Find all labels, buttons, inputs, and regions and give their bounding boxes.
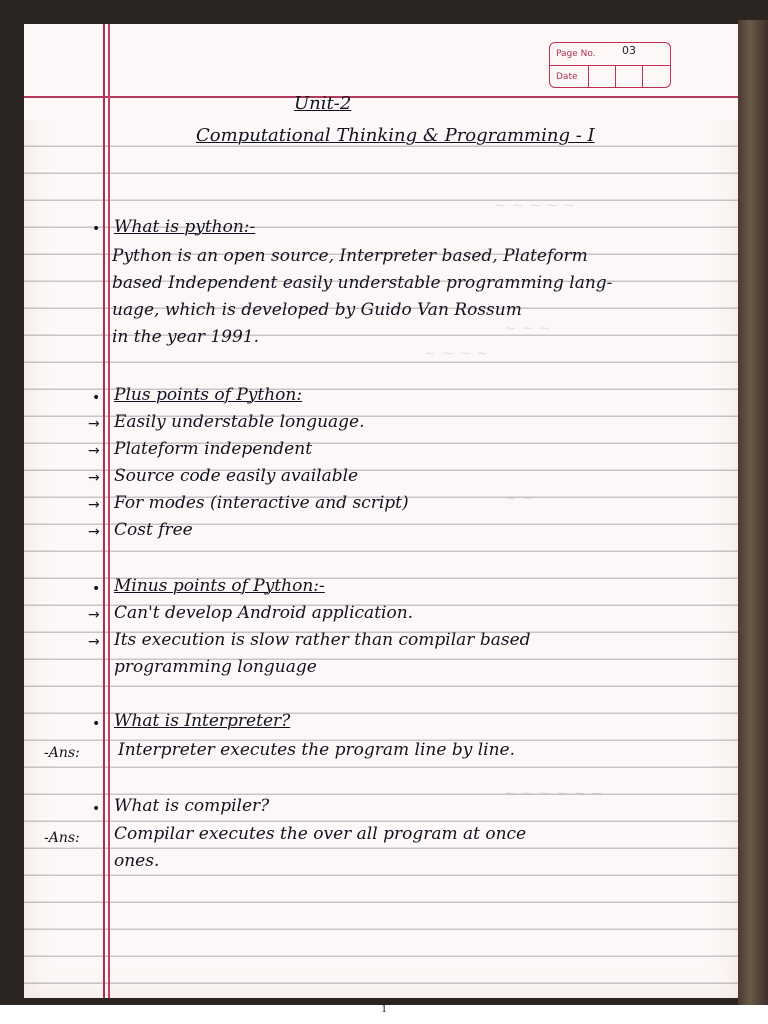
page-number-box (549, 42, 671, 88)
margin-line (103, 24, 105, 998)
plus-point-item: Source code easily available (114, 466, 359, 486)
plus-points-heading: Plus points of Python: (114, 385, 303, 405)
interpreter-answer: Interpreter executes the program line by line. (118, 740, 515, 760)
arrow-icon: → (88, 524, 100, 540)
margin-line-inner (108, 24, 110, 998)
question-what-is-compiler: What is compiler? (114, 796, 270, 816)
question-what-is-python: What is python:- (114, 217, 256, 237)
question-what-is-interpreter: What is Interpreter? (114, 711, 291, 731)
date-cell-divider (615, 66, 616, 88)
date-label: Date (556, 72, 578, 82)
bullet-dot: • (92, 716, 101, 732)
arrow-icon: → (88, 443, 100, 459)
python-definition-line: in the year 1991. (112, 327, 260, 347)
date-cell-divider (588, 66, 589, 88)
minus-point-item: Can't develop Android application. (114, 603, 414, 623)
page-no-row (550, 43, 670, 65)
arrow-icon: → (88, 607, 100, 623)
compiler-answer-line: ones. (114, 851, 160, 871)
bullet-dot: • (92, 801, 101, 817)
date-row (550, 65, 670, 88)
bullet-dot: • (92, 581, 101, 597)
bullet-dot: • (92, 390, 101, 406)
minus-points-heading: Minus points of Python:- (114, 576, 325, 596)
answer-label: -Ans: (44, 745, 80, 761)
page-no-label: Page No. (556, 49, 596, 59)
bullet-dot: • (92, 221, 101, 237)
arrow-icon: → (88, 634, 100, 650)
bleed-through-text: ~ ~ ~ ~ ~ ~ (504, 784, 604, 802)
header-rule (24, 96, 738, 98)
page-no-value: 03 (622, 44, 636, 57)
plus-point-item: Cost free (114, 520, 193, 540)
python-definition-line: based Independent easily understable programming lang- (112, 273, 613, 293)
bleed-through-text: ~ ~ (504, 489, 534, 507)
date-cell-divider (642, 66, 643, 88)
unit-title: Unit-2 (294, 93, 352, 114)
python-definition-line: Python is an open source, Interpreter based, Plateform (112, 246, 588, 266)
subject-title: Computational Thinking & Programming - I (196, 125, 595, 146)
python-definition-line: uage, which is developed by Guido Van Rossum (112, 300, 522, 320)
arrow-icon: → (88, 416, 100, 432)
minus-point-item: Its execution is slow rather than compilar based (114, 630, 531, 650)
plus-point-item: Plateform independent (114, 439, 313, 459)
compiler-answer-line: Compilar executes the over all program at once (114, 824, 527, 844)
plus-point-item: Easily understable longuage. (114, 412, 365, 432)
footer-page-number: 1 (381, 1004, 387, 1015)
scan-edge (738, 20, 768, 1005)
arrow-icon: → (88, 497, 100, 513)
bleed-through-text: ~ ~ ~ ~ (424, 344, 489, 362)
plus-point-item: For modes (interactive and script) (114, 493, 409, 513)
minus-point-continuation: programming longuage (114, 657, 317, 677)
bleed-through-text: ~ ~ ~ (504, 319, 552, 337)
bleed-through-text: ~ ~ ~ ~ ~ (494, 196, 576, 214)
notebook-page (24, 24, 738, 998)
answer-label: -Ans: (44, 830, 80, 846)
arrow-icon: → (88, 470, 100, 486)
